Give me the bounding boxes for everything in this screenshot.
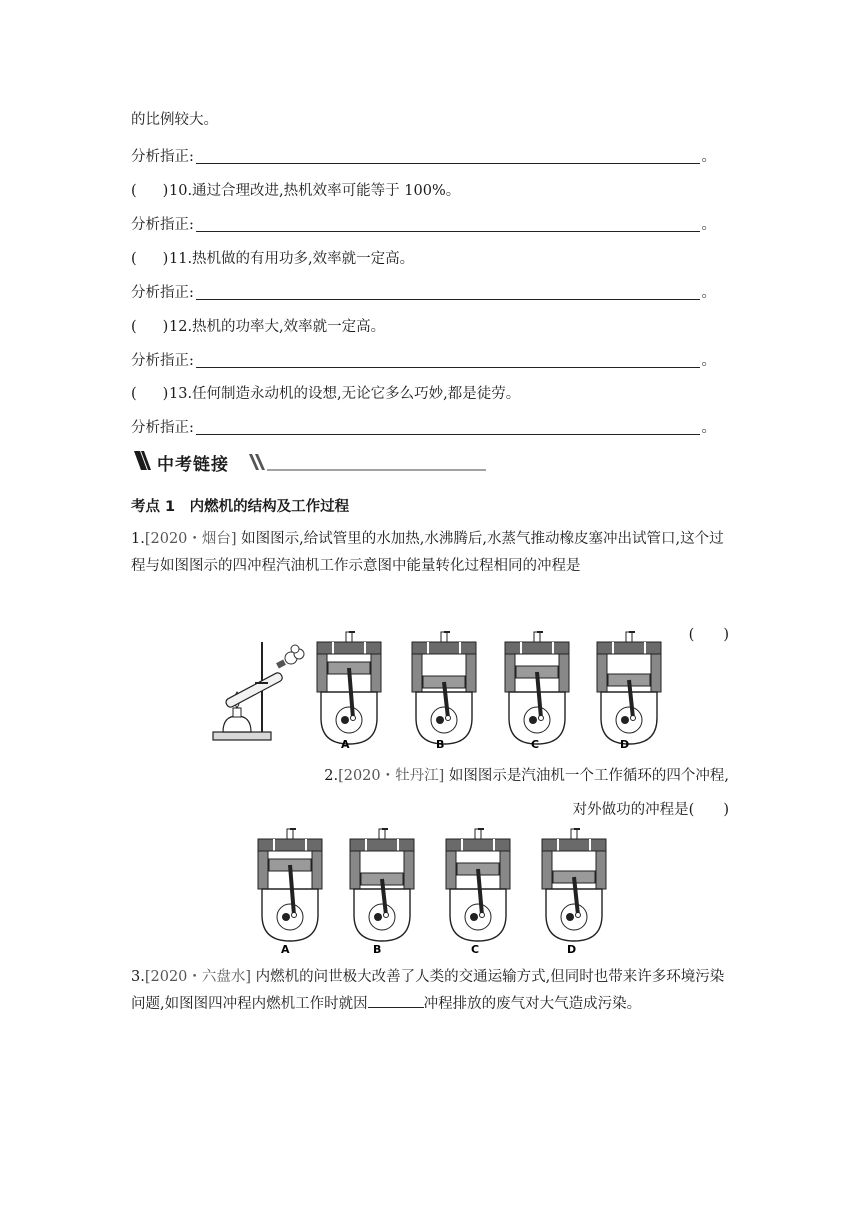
engine-diagram <box>597 632 661 744</box>
answer-bracket[interactable]: ( ) <box>131 251 169 267</box>
answer-bracket-q1[interactable]: ( ) <box>688 627 729 643</box>
question-source: [2020・烟台] <box>144 531 237 547</box>
banner-title: 中考链接 <box>157 455 229 475</box>
engine-diagram <box>317 632 381 744</box>
question-source: [2020・牡丹江] <box>338 768 445 784</box>
figure-label-B: B <box>373 943 382 956</box>
judgment-item-13 <box>131 384 520 404</box>
question-source: [2020・六盘水] <box>144 969 252 985</box>
figure-label-A: A <box>281 943 290 956</box>
period: 。 <box>701 217 716 233</box>
judgment-text: 12.热机的功率大,效率就一定高。 <box>169 319 386 335</box>
analysis-row-13 <box>131 418 716 438</box>
period: 。 <box>701 420 716 436</box>
judgment-item-11 <box>131 249 414 269</box>
question-text: 如图图示,给试管里的水加热,水沸腾后,水蒸气推动橡皮塞冲出试管口,这个过程与如图图示的四冲程汽油机工作示意图中能量转化过程相同的冲程是 <box>131 531 724 574</box>
figure-label-A: A <box>341 738 350 751</box>
question-1 <box>131 526 731 580</box>
analysis-label: 分析指正: <box>131 420 194 436</box>
analysis-label: 分析指正: <box>131 353 194 369</box>
analysis-row-12 <box>131 351 716 371</box>
figure-q1 <box>205 628 665 753</box>
test-tube-apparatus <box>213 642 304 740</box>
section-banner <box>131 448 491 476</box>
judgment-text: 13.任何制造永动机的设想,无论它多么巧妙,都是徒劳。 <box>169 386 521 402</box>
analysis-label: 分析指正: <box>131 149 194 165</box>
analysis-label: 分析指正: <box>131 285 194 301</box>
engine-diagram <box>412 632 476 744</box>
question-number: 2. <box>324 768 339 784</box>
judgment-text: 10.通过合理改进,热机效率可能等于 100%。 <box>169 183 461 199</box>
figure-label-D: D <box>567 943 577 956</box>
fill-in-blank[interactable] <box>368 993 424 1008</box>
question-3 <box>131 964 731 1018</box>
answer-line[interactable] <box>196 217 700 232</box>
answer-bracket[interactable]: ( ) <box>131 183 169 199</box>
question-2-line-2: 对外做功的冲程是( ) <box>572 802 729 818</box>
question-text-end: 冲程排放的废气对大气造成污染。 <box>423 996 642 1012</box>
question-number: 1. <box>131 531 145 547</box>
period: 。 <box>701 353 716 369</box>
analysis-row-10 <box>131 215 716 235</box>
figure-label-C: C <box>471 943 480 956</box>
judgment-item-12 <box>131 317 385 337</box>
period: 。 <box>701 285 716 301</box>
section-heading: 考点 1 内燃机的结构及工作过程 <box>131 499 350 515</box>
answer-line[interactable] <box>196 149 700 164</box>
engine-diagram <box>505 632 569 744</box>
engine-diagram <box>350 829 414 941</box>
question-continuation: 的比例较大。 <box>131 112 218 128</box>
question-number: 3. <box>131 969 145 985</box>
judgment-item-10 <box>131 181 460 201</box>
figure-q2 <box>250 825 630 960</box>
engine-diagram <box>258 829 322 941</box>
analysis-label: 分析指正: <box>131 217 194 233</box>
analysis-row-11 <box>131 283 716 303</box>
period: 。 <box>701 149 716 165</box>
question-text: 内燃机的问世极大改善了人类的交通运输方式,但同时也带来许多环境污染问题,如图图四冲程内燃机工作时就因 <box>131 969 725 1012</box>
answer-line[interactable] <box>196 420 700 435</box>
judgment-text: 11.热机做的有用功多,效率就一定高。 <box>169 251 415 267</box>
answer-line[interactable] <box>196 353 700 368</box>
question-2 <box>324 764 729 785</box>
answer-bracket[interactable]: ( ) <box>131 386 169 402</box>
figure-label-D: D <box>620 738 630 751</box>
answer-line[interactable] <box>196 285 700 300</box>
question-text: 如图图示是汽油机一个工作循环的四个冲程, <box>448 768 729 784</box>
figure-label-C: C <box>531 738 540 751</box>
analysis-row-9 <box>131 147 716 167</box>
engine-diagram <box>446 829 510 941</box>
engine-diagram <box>542 829 606 941</box>
answer-bracket[interactable]: ( ) <box>131 319 169 335</box>
figure-label-B: B <box>436 738 445 751</box>
